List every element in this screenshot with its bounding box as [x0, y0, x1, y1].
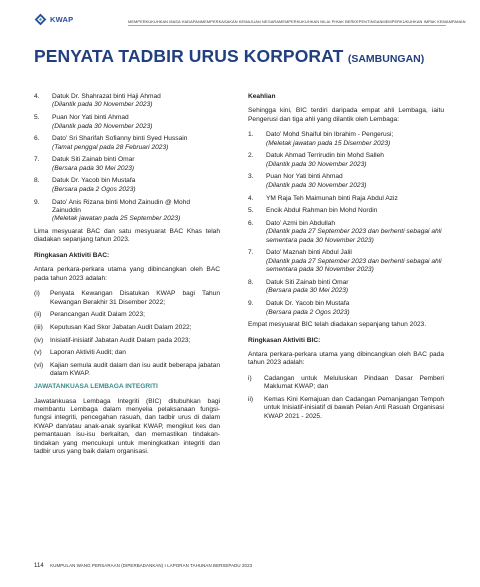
bac-activities-list — [34, 290, 220, 379]
page-header — [0, 0, 480, 40]
bic-activities-intro: Antara perkara-perkara utama yang dibincangkan oleh BAC pada tahun 2023 adalah: — [248, 351, 444, 367]
list-item: 6. Dato’ Sri Sharifah Sofianny binti Syed Hussain (Tamat penggal pada 28 Februari 2023) — [34, 135, 220, 152]
member-name: Datuk Dr. Yacob bin Mustafa — [52, 177, 136, 185]
keahlian-heading: Keahlian — [248, 93, 276, 100]
member-name: YM Raja Teh Maimunah binti Raja Abdul Aziz — [266, 194, 398, 202]
member-name: Puan Nor Yati binti Ahmad — [266, 173, 343, 181]
bic-activities-list — [248, 375, 444, 421]
list-item: (ii) Perancangan Audit Dalam 2023; — [34, 311, 145, 319]
page-title-sub: (SAMBUNGAN) — [347, 53, 425, 65]
member-note: (Dilantik pada 27 September 2023 dan berhenti sebagai ahli sementara pada 30 November 2023) — [266, 228, 442, 244]
list-item: 2. Datuk Ahmad Terrirudin bin Mohd Salleh (Dilantik pada 30 November 2023) — [248, 152, 444, 169]
member-note: (Bersara pada 30 Mei 2023) — [266, 287, 349, 295]
member-note: (Dilantik pada 30 November 2023) — [52, 122, 153, 130]
left-column — [34, 93, 220, 463]
list-item: i) Cadangan untuk Meluluskan Pindaan Dasar Pemberi Maklumat KWAP; dan — [248, 374, 444, 391]
member-name: Datuk Dr. Shahrazat binti Haji Ahmad — [52, 93, 161, 100]
list-item: (vi) Kajian semula audit dalam dan isu audit beberapa jabatan dalam KWAP. — [34, 362, 220, 378]
member-note: (Tamat penggal pada 28 Februari 2023) — [52, 143, 169, 151]
page-number: 114 — [34, 563, 44, 569]
list-item: 6. Dato’ Azmi bin Abdullah (Dilantik pada 27 September 2023 dan berhenti sebagai ahli sementara pada 30 November 2023) — [248, 220, 444, 245]
footer-text: KUMPULAN WANG PERSARAAN (DIPERBADANKAN) I LAPORAN TAHUNAN BERSEPADU 2023 — [50, 563, 253, 568]
page-footer — [34, 563, 252, 569]
member-name: Dato’ Mohd Shaiful bin Ibrahim - Pengerusi; — [266, 131, 394, 139]
page-title-main: PENYATA TADBIR URUS KORPORAT — [34, 46, 344, 66]
integrity-committee-heading: JAWATANKUASA LEMBAGA INTEGRITI — [34, 383, 158, 391]
list-item: 7. Dato’ Maznah binti Abdul Jalil (Dilantik pada 27 September 2023 dan berhenti sebagai ahli sementara pada 30 November 2023) — [248, 249, 444, 274]
member-name: Datuk Dr. Yacob bin Mustafa — [266, 300, 350, 308]
list-item: (i) Penyata Kewangan Disatukan KWAP bagi Tahun Kewangan Berakhir 31 Disember 2022; — [34, 290, 220, 306]
header-link-kemajuan-negara[interactable]: MEMPERKASAKAN KEMAJUAN NEGARA — [200, 19, 280, 24]
member-name: Datuk Siti Zainab binti Omar — [266, 278, 349, 286]
integrity-committee-text: Jawatankuasa Lembaga Integriti (BIC) ditubuhkan bagi membantu Lembaga dalam menyelia pelaksanaan fungsi-fungsi integriti, pencegahan rasuah, dan tadbir urus di dalam KWAP dan/atau anak-anak syarikat KWAP, mengikut kes dan pemantauan isu-isu berkaitan, dan memastikan tindakan-tindakan yang mencukupi untuk meningkatkan integriti dan tadbir urus yang baik dalam organisasi. — [34, 397, 220, 455]
list-item: 1. Dato’ Mohd Shaiful bin Ibrahim - Pengerusi; (Meletak jawatan pada 15 Disember 2023) — [248, 131, 444, 148]
bic-meeting-text: Empat mesyuarat BIC telah diadakan sepanjang tahun 2023. — [248, 321, 427, 329]
list-item: 3. Puan Nor Yati binti Ahmad (Dilantik pada 30 November 2023) — [248, 173, 444, 190]
member-name: Encik Abdul Rahman bin Mohd Nordin — [266, 207, 378, 215]
member-note: (Bersara pada 2 Ogos 2023) — [52, 185, 136, 193]
list-item: 5. Encik Abdul Rahman bin Mohd Nordin — [248, 207, 378, 215]
list-item: 7. Datuk Siti Zainab binti Omar (Bersara pada 30 Mei 2023) — [34, 156, 220, 173]
member-note: (Dilantik pada 27 September 2023 dan berhenti sebagai ahli sementara pada 30 November 2023) — [266, 257, 442, 274]
bic-activities-heading: Ringkasan Aktiviti BIC: — [248, 336, 321, 344]
header-link-masa-hadapan[interactable]: MEMPERKUKUHKAN MASA HADAPAN — [128, 19, 201, 24]
list-item: 4. Datuk Dr. Shahrazat binti Haji Ahmad (Dilantik pada 30 November 2023) — [34, 93, 220, 110]
bac-activities-heading: Ringkasan Aktiviti BAC: — [34, 251, 110, 259]
list-item: 4. YM Raja Teh Maimunah binti Raja Abdul Aziz — [248, 194, 398, 202]
kwap-logo — [34, 13, 73, 26]
member-name: Datuk Siti Zainab binti Omar — [52, 156, 135, 164]
header-nav — [128, 19, 466, 24]
member-note: (Bersara pada 2 Ogos 2023) — [266, 308, 350, 316]
member-note: (Dilantik pada 30 November 2023) — [52, 101, 153, 109]
member-note: (Dilantik pada 30 November 2023) — [266, 181, 367, 189]
list-item: 9. Datuk Dr. Yacob bin Mustafa (Bersara pada 2 Ogos 2023) — [248, 300, 444, 317]
bac-meeting-text: Lima mesyuarat BAC dan satu mesyuarat BAC Khas telah diadakan sepanjang tahun 2023. — [34, 228, 220, 244]
member-name: Dato’ Anis Rizana binti Mohd Zainudin @ Mohd Zainuddin — [52, 198, 191, 214]
bac-member-list — [34, 93, 220, 224]
header-link-impak-kemampanan[interactable]: MEMPERKUKUHKAN IMPAK KEMAMPANAN — [382, 19, 466, 24]
member-note: (Bersara pada 30 Mei 2023) — [52, 164, 135, 172]
member-name: Datuk Ahmad Terrirudin bin Mohd Salleh — [266, 152, 384, 160]
member-name: Dato’ Sri Sharifah Sofianny binti Syed Hussain — [52, 135, 188, 143]
list-item: 5. Puan Nor Yati binti Ahmad (Dilantik pada 30 November 2023) — [34, 114, 220, 131]
page-title — [34, 46, 424, 67]
member-name: Dato’ Azmi bin Abdullah — [266, 219, 336, 227]
list-item: 8. Datuk Siti Zainab binti Omar (Bersara pada 30 Mei 2023) — [248, 279, 444, 296]
member-note: (Meletak jawatan pada 15 Disember 2023) — [266, 139, 391, 147]
list-item: (iv) Inisiatif-inisiatif Jabatan Audit Dalam pada 2023; — [34, 336, 191, 344]
header-link-nilai-pihak[interactable]: MEMPERKUKUHKAN NILAI PIHAK BERKEPENTINGAN — [279, 19, 383, 24]
member-note: (Dilantik pada 30 November 2023) — [266, 160, 367, 168]
bic-member-list — [248, 131, 444, 317]
member-note: (Meletak jawatan pada 25 September 2023) — [52, 215, 181, 223]
right-column — [248, 93, 444, 425]
logo-text: KWAP — [50, 15, 74, 24]
member-name: Puan Nor Yati binti Ahmad — [52, 114, 129, 122]
header-divider — [128, 25, 446, 26]
member-name: Dato’ Maznah binti Abdul Jalil — [266, 249, 352, 257]
keahlian-intro: Sehingga kini, BIC terdiri daripada empat ahli Lembaga, iaitu Pengerusi dan tiga ahli yang dilantik oleh Lembaga: — [248, 107, 444, 123]
list-item: (v) Laporan Aktiviti Audit; dan — [34, 349, 126, 357]
list-item: 8. Datuk Dr. Yacob bin Mustafa (Bersara pada 2 Ogos 2023) — [34, 177, 220, 194]
kwap-logo-icon — [34, 13, 47, 26]
bac-activities-intro: Antara perkara-perkara utama yang dibincangkan oleh BAC pada tahun 2023 adalah: — [34, 266, 220, 282]
list-item: (iii) Keputusan Kad Skor Jabatan Audit Dalam 2022; — [34, 323, 192, 331]
list-item: ii) Kemas Kini Kemajuan dan Cadangan Pemanjangan Tempoh untuk Inisiatif-inisiatif di bawah Pelan Anti Rasuah Organisasi KWAP 2021 - 2025. — [248, 395, 444, 420]
list-item: 9. Dato’ Anis Rizana binti Mohd Zainudin @ Mohd Zainuddin (Meletak jawatan pada 25 September 2023) — [34, 199, 220, 224]
